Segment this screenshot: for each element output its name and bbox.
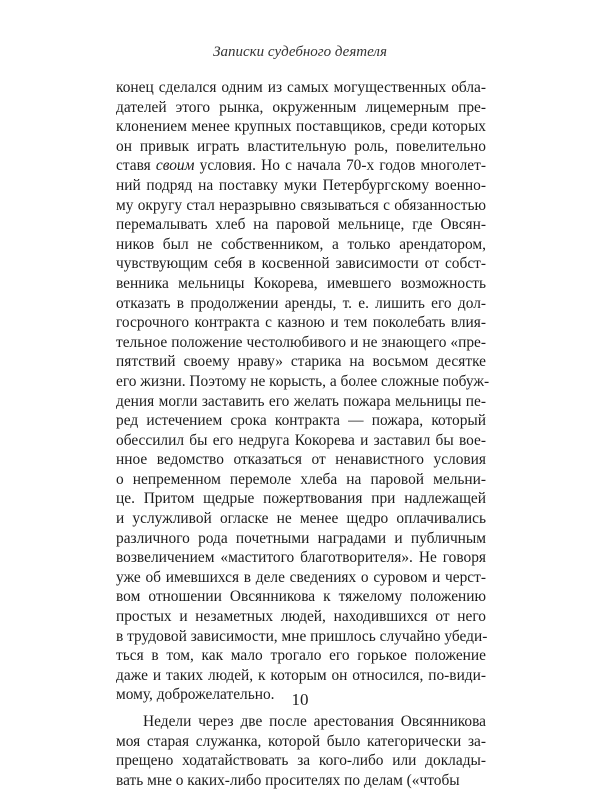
paragraph xyxy=(116,712,486,790)
text-line: и услужливой огласке не менее щедро оплачивались xyxy=(116,510,486,528)
text-line: це. Притом щедрые пожертвования при надлежащей xyxy=(116,490,486,508)
text-line: венника мельницы Кокорева, имевшего возможность xyxy=(116,274,486,292)
page-number: 10 xyxy=(291,690,309,709)
text-line: ться в том, как мало трогало его горькое положение xyxy=(116,647,486,665)
running-header: Записки судебного деятеля xyxy=(213,44,387,60)
text-line: перемалывать хлеб на паровой мельнице, где Овсян- xyxy=(116,216,486,234)
text-line: ред истечением срока контракта — пожара, который xyxy=(116,412,486,430)
body-text xyxy=(116,78,490,790)
text-line: в трудовой зависимости, мне пришлось случайно убеди- xyxy=(116,627,488,645)
text-line: госрочного контракта с казною и тем поколебать влия- xyxy=(116,314,486,332)
text-line: пятствий своему нраву» старика на восьмом десятке xyxy=(116,353,486,371)
text-line: вом отношении Овсянникова к тяжелому положению xyxy=(116,588,486,606)
text-line: его жизни. Поэтому не корысть, а более сложные побуж- xyxy=(116,372,490,390)
text-line: простых и незаметных людей, находившихся от него xyxy=(116,608,486,626)
paragraph xyxy=(116,78,490,705)
text-line: уже об имевшихся в деле сведениях о суровом и черст- xyxy=(116,568,486,586)
text-line: прещено ходатайствовать за кого-либо или доклады- xyxy=(116,752,486,770)
text-line: обессилил бы его недруга Кокорева и заставил бы вое- xyxy=(116,431,486,449)
text-line: даже и таких людей, к которым он относился, по-види- xyxy=(116,666,486,684)
text-line: возвеличением «маститого благотворителя». Не говоря xyxy=(116,549,486,567)
text-line: нное ведомство отказаться от ненавистного условия xyxy=(116,451,486,469)
text-line: вать мне о каких-либо просителях по делам («чтобы xyxy=(116,771,460,789)
text-line: дателей этого рынка, окруженным лицемерным пре- xyxy=(116,98,486,116)
text-line: тельное положение честолюбивого и не знающего «пре- xyxy=(116,333,486,351)
text-line: моя старая служанка, которой было категорически за- xyxy=(116,732,486,750)
text-line: отказать в продолжении аренды, т. е. лишить его дол- xyxy=(116,294,486,312)
text-line: ставя своим условия. Но с начала 70-х годов многолет- xyxy=(116,157,486,175)
text-line: чувствующим себя в косвенной зависимости от собст- xyxy=(116,255,486,273)
text-line: клонением менее крупных поставщиков, среди которых xyxy=(116,118,486,136)
text-line: дения могли заставить его желать пожара мельницы пе- xyxy=(116,392,486,410)
text-line: ний подряд на поставку муки Петербургскому военно- xyxy=(116,176,486,194)
text-line: различного рода почетными наградами и публичным xyxy=(116,529,486,547)
text-line: конец сделался одним из самых могущественных обла- xyxy=(116,79,486,96)
text-line: он привык играть властительную роль, повелительно xyxy=(116,137,486,155)
text-line: му округу стал неразрывно связываться с обязанностью xyxy=(116,196,486,214)
text-line: ников был не собственником, а только арендатором, xyxy=(116,235,486,253)
text-line: Недели через две после арестования Овсянникова xyxy=(143,713,486,730)
text-line: о непременном перемоле хлеба на паровой мельни- xyxy=(116,470,486,488)
text-line: мому, доброжелательно. xyxy=(116,686,275,704)
